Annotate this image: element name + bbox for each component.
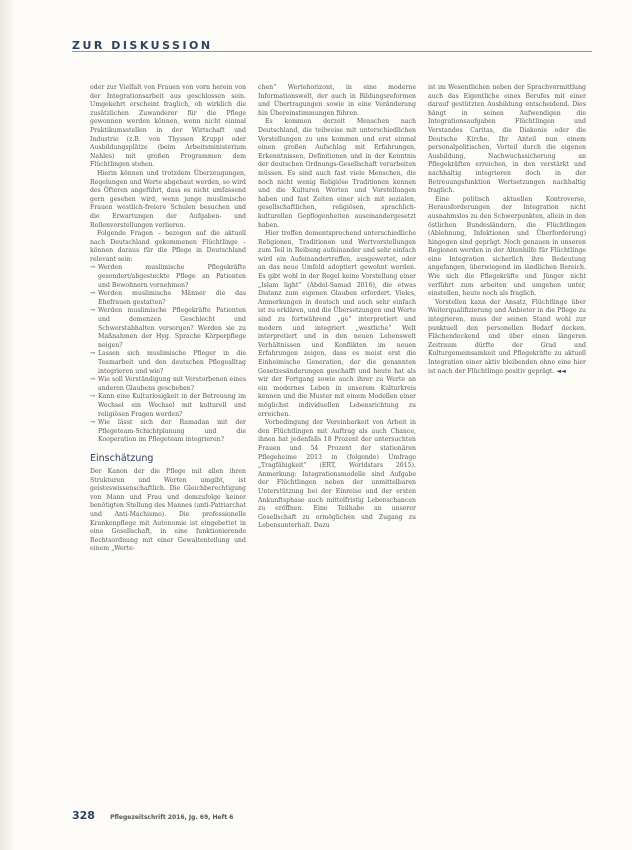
paragraph: Vorbedingung der Vereinbarkeit von Arbeit in den Flüchtlingen mit Auftrag als auch Chance, ihnen hat jedenfalls 18 Prozent der untersuchten Frauen und 54 Prozent der stationären Pflegeheime 2013 in (folgende) Umfrage „Tragfähigkeit“ (ERT, Worldstars 2015). Anmerkung: Integrationsmodelle sind Aufgabe der Flüchtlingen neben der unmittelbaren Unterstützung bei der Einreise und der ersten Ankunftsphase auch mittelfristig Lebenschancen zu eröffnen. Eine Teilhabe an unserer Gesellschaft zu ermöglichen und Zugang zu Lebensunterhalt. Dazu: [258, 419, 416, 530]
paragraph-text: Vorstellen kann der Ansatz, Flüchtlinge über Weiterqualifizierung und Anbieter in die Pflege zu integrieren, muss der seinen Stand wohl zur punktuell den personellen Bedarf decken. Flächendeckend und über einen längeren Zeitraum dürfte der Grad und Kulturgemeinsamkeit und Pflegekräfte zu aktuell Integration einer aktiv bleibenden ohne eine hier ist nach der Flüchtlinge positiv geprägt.: [428, 298, 586, 375]
section-heading: Einschätzung: [90, 452, 154, 464]
list-item: → Lassen sich muslimische Pfleger in die Teamarbeit und den deutschen Pflegealltag integrieren und wie?: [90, 350, 246, 376]
list-item: → Kann eine Kulturlosigkeit in der Betreuung im Wechsel ein Wechsel mit kulturell und religiösen Fragen werden?: [90, 393, 246, 419]
paragraph: ist im Wesentlichen neben der Sprachvermittlung auch das Eigentliche eines Berufes mit einer darauf gestützten Ausbildung entscheidend. Dies hängt in seinen Aufwendigen die Integrationsaufgaben Flüchtlingen und Verstandes Caritas, die Diakonie oder die Deutsche Kirche. Ihr Anteil nun einem personalpolitischen, Vorteil durch die eigenen Ausbildung, Nachwuchssicherung an Pflegekräften erreichen, in den verstärkt und nachhaltig integrieren doch in der Betreuungsfunktion Wertsetzungen nachhaltig fraglich.: [428, 84, 586, 195]
list-item: → Werden muslimische Pflegekräfte Patienten und demenzen Geschlecht und Schwerstabhalten versorgen? Werden sie zu Maßnahmen der Hyg. Sprache Körperpflege neigen?: [90, 307, 246, 350]
column-1: [90, 84, 246, 554]
paragraph: Hierin können und trotzdem Überzeugungen, Regelungen und Werte abgebaut werden, so wird des Öfteren angeführt, dass es nicht umfassend gern gesehen wird, wenn junge muslimische Frauen westlich-freiere Schulen besuchen und die Erwartungen der Aufgaben- und Rollenvorstellungen verlieren.: [90, 169, 246, 229]
page-number: 328: [72, 809, 95, 822]
section-label: ZUR DISKUSSION: [72, 39, 213, 52]
paragraph: [428, 299, 586, 376]
section-header: [72, 34, 592, 52]
page-footer: [72, 804, 233, 823]
question-list: [90, 264, 246, 444]
paragraph: Der Kanon der die Pflege mit allen ihren Strukturen und Werten umgibt, ist geisteswissenschaftlich. Die Gleichberechtigung von Mann und Frau und demzufolge keiner benötigten Stellung des Mannes (anti-Patriarchat und Anti-Machismo). Die professionelle Krankenpflege mit Autonomie ist eingebettet in eine Gesellschaft, in eine funktionierende Rechtsordnung mit einer Gewaltenteilung und einem „Werte-: [90, 467, 246, 553]
paragraph: oder zur Vielfalt von Frauen von vorn herein von der Integrationsarbeit aus geschlossen sein. Umgekehrt erscheint fraglich, ob wirklich die zusätzlichen Zuwanderer für die Pflege gewonnen werden können, wenn nicht einmal Praktikumsstellen in der Wirtschaft und Industrie (z.B. von Thyssen Krupp) oder Ausbildungsplätze (beim Arbeitsministerium Nahles) mit großen Programmen dem Flüchtlingen stehen.: [90, 84, 246, 169]
paragraph: Eine politisch aktuellen Kontroverse, Herausforderungen der Integration nicht ausnahmslos zu den Schwerpunkten, allein in den östlichen Bundesländern, die Flüchtlingen (Ablehnung, Infektionen und Überforderung) hingegen sind geprägt. Noch genauen in unseren Regionen werden in der Altenhilfe für Flüchtlinge eine Integration sicherlich ihre Bedeutung angefangen, überwiegend im ländlichen Bereich. Wie sich die Pflegekräfte und Jünger nicht verführt zum arbeiten und umgehen unter, einstellen, heute noch als fraglich.: [428, 195, 586, 298]
paragraph: Hier treffen dementsprechend unterschiedliche Religionen, Traditionen und Wertvorstellungen zum Teil in Reibung aufeinander und sehr einfach wird ein Aufeinandertreffen, ausgewertet, oder an das neue Umfeld adoptiert gewohnt werden. Es gibt wohl in der Regel keine Vorstellung einer „Islam light“ (Abdel-Samad 2016), die etwas Distanz zum eigenen Glauben erfordert. Vieles, Anmerkungen in deutsch und auch sehr einfach ist zu erklären, und die Übersetzungen und Werte sind zu fortwährend „ge“ interpretiert und modern und integriert „westliche“ Welt interpretiert und in den neuen Lebenswelt Verhältnissen und Konflikten im neuen Erfahrungen zeigen, dass es meist erst die Einheimische Generation, der die genannten Gesetzesänderungen geschafft und heute hat als wir der Fortgang sowie auch ihrer zu Werte an ein modernes Leben in unserem Kulturkreis kennen und die Muster mit einem Modellen einer möglichst individuellen Lebensrichtung zu erreichen.: [258, 230, 416, 418]
paragraph: chen“ Wertehorizont, in eine moderne Informationswelt, der auch in Bildungsreformen und Übertragungen sowie in eine Veränderung hin Übereinstimmungen führen.: [258, 84, 416, 117]
list-item: → Wie soll Verständigung mit Verstorbenen eines anderen Glaubens geschehen?: [90, 376, 246, 393]
list-item: → Werden muslimische Männer die das Ehefrauen gestatten?: [90, 290, 246, 307]
column-3: [428, 84, 586, 376]
journal-citation: Pflegezeitschrift 2016, Jg. 69, Heft 6: [110, 814, 234, 821]
paragraph: Es kommen derzeit Menschen nach Deutschland, die teilweise mit unterschiedlichen Vorstellungen zu uns kommen und erst einmal einen großen Aufschlag mit Erfahrungen, Erkenntnissen, Definitionen und in der Kenntnis der deutschen Ordnungs-Gesellschaft verarbeiten müssen. Es sind auch fast viele Menschen, die noch nicht wenig Religiöse Traditionen kennen und die Kulturen Werten und Vorstellungen haben und fast Zeiten einer sich mit sozialen, gesellschaftlichen, religiösen, sprachlich-kulturellen Gepflogenheiten auseinandergesetzt haben.: [258, 118, 416, 229]
paragraph: Folgende Fragen – bezogen auf die aktuell nach Deutschland gekommenen Flüchtlinge – können daraus für die Pflege in Deutschland relevant sein:: [90, 230, 246, 263]
end-mark: ◄◄: [556, 367, 566, 375]
list-item: → Werden muslimische Pflegekräfte gesondert/abgesteckte Pflege an Patienten und Bewohnern vornehmen?: [90, 264, 246, 290]
list-item: → Wie lässt sich der Ramadan mit der Pflegeteam-Schichtplanung und die Kooperation im Pflegeteam integrieren?: [90, 419, 246, 445]
scan-shadow: [0, 0, 16, 850]
column-2: [258, 84, 416, 531]
header-rule: [72, 51, 592, 52]
